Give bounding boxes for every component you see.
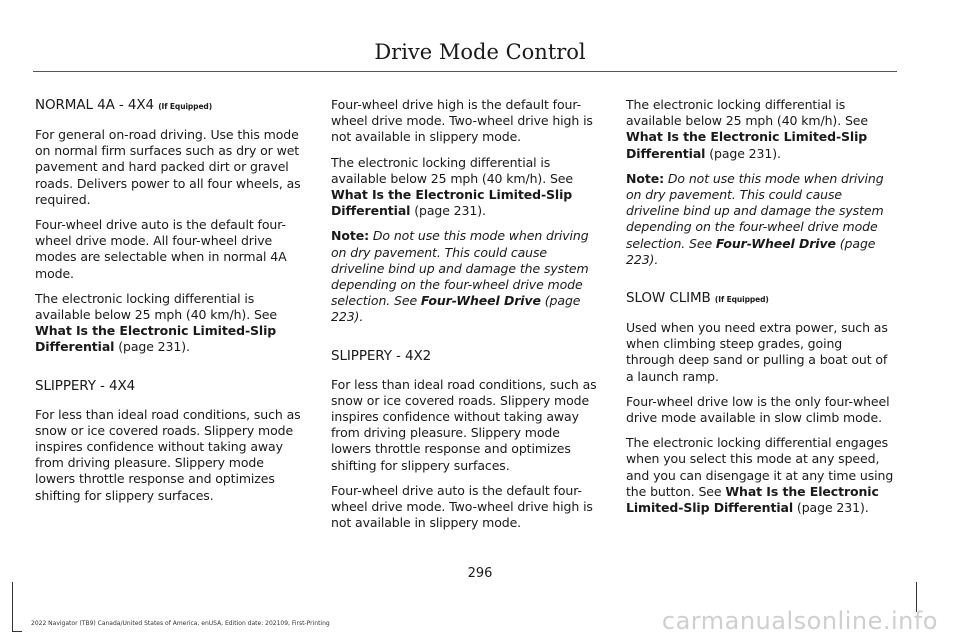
page-reference: (page 231).	[114, 339, 190, 355]
header-divider	[33, 71, 897, 72]
paragraph-with-reference	[35, 291, 303, 356]
note-label: Note:	[626, 170, 665, 186]
cross-reference-link[interactable]: What Is the Electronic Limited-Slip Differential	[626, 129, 868, 161]
heading-tag: (If Equipped)	[714, 295, 769, 305]
heading-normal-4a	[35, 97, 303, 115]
note-text: Do not use this mode when driving on dry pavement. This could cause driveline bind up and damage the system depending on the four-wheel drive mode selection. See	[331, 228, 589, 309]
paragraph: For less than ideal road conditions, such as snow or ice covered roads. Slippery mode inspires confidence without taking away from driving pleasure. Slippery mode lowers throttle response and optimizes shifting for slippery surfaces.	[331, 376, 597, 473]
page-reference: (page 223).	[626, 235, 876, 267]
note-text: Do not use this mode when driving on dry pavement. This could cause driveline bind up and damage the system depending on the four-wheel drive mode selection. See	[626, 170, 884, 251]
watermark: carmanualsonline.info	[661, 607, 938, 635]
heading-slow-climb	[626, 290, 894, 308]
cross-reference-link[interactable]: What Is the Electronic Limited-Slip Differential	[35, 323, 277, 355]
cross-reference-link[interactable]: What Is the Electronic Limited-Slip Differential	[331, 187, 573, 219]
paragraph: Four-wheel drive auto is the default four-wheel drive mode. Two-wheel drive high is not available in slippery mode.	[331, 482, 593, 531]
paragraph-text: The electronic locking differential is available below 25 mph (40 km/h). See	[331, 154, 573, 186]
heading-text: NORMAL 4A - 4X4	[35, 97, 155, 113]
paragraph: Used when you need extra power, such as when climbing steep grades, going through deep sand or pulling a boat out of a launch ramp.	[626, 320, 888, 384]
paragraph-text: The electronic locking differential is available below 25 mph (40 km/h). See	[35, 290, 277, 323]
cross-reference-link[interactable]: Four-Wheel Drive	[715, 235, 836, 251]
paragraph: For less than ideal road conditions, such as snow or ice covered roads. Slippery mode inspires confidence without taking away from driving pleasure. Slippery mode lowers throttle response and optimizes shifting for slippery surfaces.	[35, 406, 301, 503]
column-3	[626, 97, 894, 525]
crop-mark	[12, 631, 22, 632]
paragraph-with-reference	[331, 155, 599, 220]
page-title: Drive Mode Control	[374, 40, 586, 64]
note-label: Note:	[331, 228, 370, 244]
paragraph-text: The electronic locking differential is available below 25 mph (40 km/h). See	[626, 97, 868, 129]
paragraph: Four-wheel drive auto is the default four-wheel drive mode. All four-wheel drive modes are selectable when in normal 4A mode.	[35, 217, 287, 281]
paragraph: Four-wheel drive high is the default four-wheel drive mode. Two-wheel drive high is not available in slippery mode.	[331, 97, 593, 145]
page-reference: (page 231).	[410, 203, 486, 219]
column-1	[35, 97, 303, 513]
paragraph-text: The electronic locking differential engages when you select this mode at any speed, and you can disengage it at any time using the button. See	[626, 435, 894, 499]
heading-text: SLOW CLIMB	[626, 290, 711, 307]
note	[331, 228, 599, 325]
paragraph: Four-wheel drive low is the only four-wheel drive mode available in slow climb mode.	[626, 393, 890, 426]
crop-mark	[12, 582, 13, 632]
page-reference: (page 231).	[793, 500, 869, 516]
note	[626, 171, 894, 268]
column-2	[331, 97, 599, 540]
page-reference: (page 231).	[705, 145, 781, 161]
cross-reference-link[interactable]: What Is the Electronic Limited-Slip Differential	[626, 483, 879, 516]
page-reference: (page 223).	[331, 293, 581, 325]
heading-tag: (If Equipped)	[158, 102, 213, 111]
edition-footer: 2022 Navigator (TB9) Canada/United States of America, enUSA, Edition date: 202109, First-Printing	[31, 620, 330, 627]
page-number: 296	[467, 566, 493, 581]
paragraph-with-reference	[626, 435, 894, 516]
heading-slippery-4x2: SLIPPERY - 4X2	[331, 347, 432, 364]
paragraph-with-reference	[626, 97, 894, 162]
paragraph: For general on-road driving. Use this mode on normal firm surfaces such as dry or wet pavement and hard packed dirt or gravel roads. Delivers power to all four wheels, as required.	[35, 127, 301, 207]
heading-slippery-4x4: SLIPPERY - 4X4	[35, 377, 136, 394]
cross-reference-link[interactable]: Four-Wheel Drive	[420, 293, 541, 309]
